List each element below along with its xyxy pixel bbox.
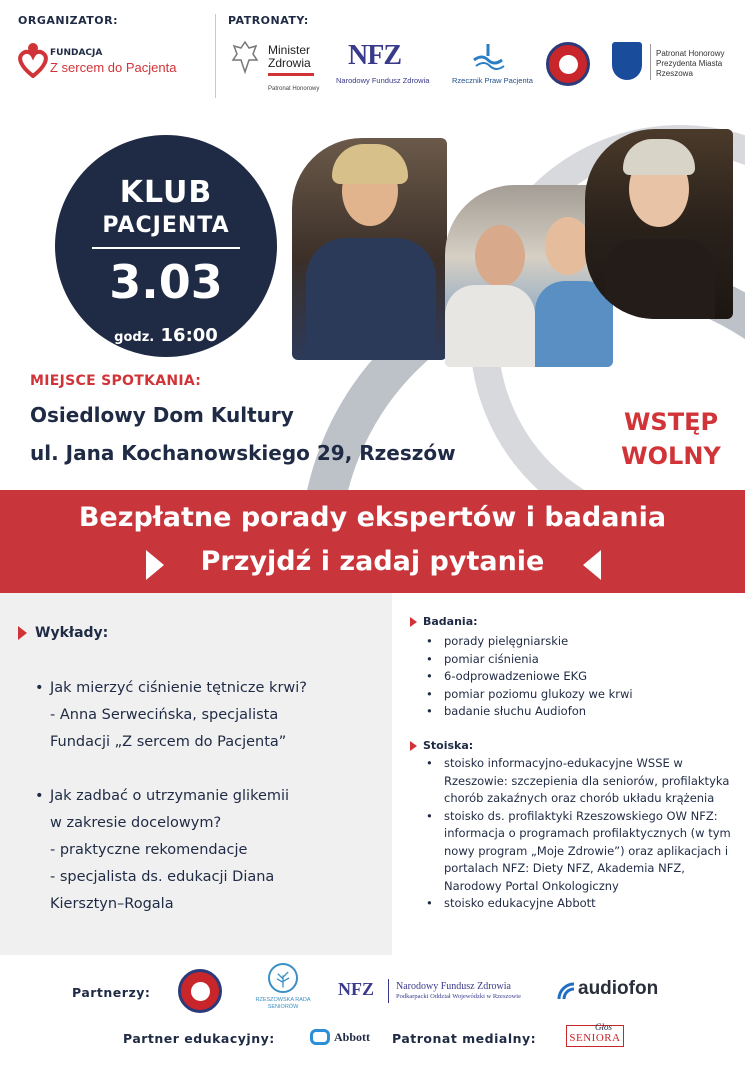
exams-heading-text: Badania: — [423, 615, 478, 628]
free-entry-line1: WSTĘP — [623, 408, 719, 436]
tree-icon — [268, 963, 298, 993]
lectures-heading — [18, 625, 108, 641]
rzecznik-wave-icon — [470, 42, 506, 72]
partners-label: Partnerzy: — [72, 985, 151, 1000]
rzeszow-shield-icon — [612, 42, 642, 80]
footer — [0, 955, 745, 1068]
media-patron-label: Patronat medialny: — [392, 1031, 537, 1046]
lecture-line: Jak zadbać o utrzymanie glikemii — [50, 788, 290, 804]
rzeszow-line1: Patronat Honorowy — [656, 49, 725, 58]
organizer-name-line1: FUNDACJA — [50, 48, 103, 58]
footer-nfz-logo: NFZ — [338, 979, 374, 999]
arrow-marker-icon — [410, 617, 417, 627]
glos-line2: SENIORA — [569, 1032, 621, 1044]
exams-heading — [410, 615, 478, 628]
arrow-marker-icon — [18, 626, 27, 640]
location-label: MIEJSCE SPOTKANIA: — [30, 373, 202, 389]
lecture-item — [35, 783, 385, 918]
free-entry — [606, 405, 736, 473]
partner-seal-icon — [178, 969, 222, 1013]
exam-item: • badanie słuchu Audiofon — [426, 703, 736, 721]
edu-partner-label: Partner edukacyjny: — [123, 1031, 275, 1046]
badge-divider — [92, 247, 240, 249]
speaker-photo — [292, 138, 447, 360]
banner-subline: Przyjdź i zadaj pytanie — [200, 546, 545, 577]
rzeszow-line3: Rzeszowa — [656, 69, 693, 78]
abbott-logo: Abbott — [334, 1030, 371, 1044]
exam-item: • 6-odprowadzeniowe EKG — [426, 668, 736, 686]
lecture-line: Kiersztyn–Rogala — [50, 896, 174, 912]
red-banner — [0, 490, 745, 593]
glos-line1: Głos — [595, 1022, 613, 1032]
program-section — [0, 593, 745, 955]
stands-list — [426, 755, 736, 913]
bullet-icon: • — [35, 788, 44, 804]
time-prefix: godz. — [114, 330, 155, 345]
lecture-line: Jak mierzyć ciśnienie tętnicze krwi? — [50, 680, 307, 696]
exam-item: • pomiar poziomu glukozy we krwi — [426, 686, 736, 704]
lecture-line: - Anna Serwecińska, specjalista — [50, 707, 279, 723]
rzeszow-line2: Prezydenta Miasta — [656, 59, 723, 68]
lecture-line: w zakresie docelowym? — [50, 815, 222, 831]
organizer-logo — [18, 40, 208, 84]
stands-heading — [410, 739, 473, 752]
rzeszow-patronage — [656, 49, 724, 79]
time-value: 16:00 — [160, 325, 218, 346]
lecture-line: Fundacji „Z sercem do Pacjenta” — [50, 734, 287, 750]
stand-item: • stoisko edukacyjne Abbott — [426, 895, 736, 913]
triangle-left-icon — [583, 550, 601, 580]
minister-line2: Zdrowia — [268, 56, 311, 70]
sound-wave-icon — [556, 981, 576, 1001]
nfz-logo: NFZ — [348, 40, 401, 71]
event-time — [55, 325, 277, 346]
glos-seniora-logo — [566, 1022, 624, 1047]
minister-logo-text — [268, 44, 311, 70]
patient-shirt — [445, 285, 535, 367]
lecture-line: - praktyczne rekomendacje — [50, 842, 248, 858]
heart-icon — [18, 42, 48, 78]
stand-item: • stoisko informacyjno-edukacyjne WSSE w Rzeszowie: szczepienia dla seniorów, profilaktyka chorób zakaźnych oraz chorób układu krążenia — [426, 755, 736, 808]
minister-sub: Patronat Honorowy — [268, 86, 320, 92]
exam-item: • pomiar ciśnienia — [426, 651, 736, 669]
patient-head — [475, 225, 525, 287]
exam-item: • porady pielęgniarskie — [426, 633, 736, 651]
bullet-icon: • — [35, 680, 44, 696]
stands-heading-text: Stoiska: — [423, 739, 474, 752]
expert-clothes — [605, 239, 715, 319]
header-divider — [215, 14, 216, 98]
expert-photo — [585, 129, 733, 319]
banner-headline: Bezpłatne porady ekspertów i badania — [78, 502, 667, 533]
patronage-label: PATRONATY: — [228, 14, 309, 27]
venue-name: Osiedlowy Dom Kultury — [30, 403, 294, 427]
free-entry-line2: WOLNY — [621, 442, 721, 470]
venue-address: ul. Jana Kochanowskiego 29, Rzeszów — [30, 441, 456, 465]
rrs-name: RZESZOWSKA RADA SENIORÓW — [255, 997, 311, 1010]
eagle-emblem-icon — [230, 38, 260, 76]
rzecznik-sub: Rzecznik Praw Pacjenta — [452, 76, 533, 85]
organizer-name-line2: Z sercem do Pacjenta — [50, 60, 177, 75]
minister-flag-bar — [268, 73, 314, 76]
lecture-item — [35, 675, 385, 756]
footer-nfz-line1: Narodowy Fundusz Zdrowia — [396, 981, 511, 992]
organizer-label: ORGANIZATOR: — [18, 14, 119, 27]
abbott-icon — [310, 1029, 330, 1045]
badge-line1: KLUB — [119, 175, 213, 210]
speaker-hair — [332, 144, 408, 184]
expert-hair — [623, 139, 695, 175]
stand-item: • stoisko ds. profilaktyki Rzeszowskiego OW NFZ: informacja o programach profilaktycznych (w tym nowy program „Moje Zdrowie”) oraz aplikacjach i portalach NFZ: Diety NFZ, Akademia NFZ, Narodowy Portal Onkologiczny — [426, 808, 736, 896]
event-date: 3.03 — [109, 255, 223, 309]
minister-line1: Minister — [268, 43, 311, 57]
patients-seal-icon — [546, 42, 590, 86]
footer-nfz-divider — [388, 979, 389, 1003]
exams-list — [426, 633, 736, 721]
badge-line2: PACJENTA — [102, 213, 230, 238]
rzeszow-divider — [650, 44, 651, 80]
hero-section — [0, 105, 745, 490]
lecture-line: - specjalista ds. edukacji Diana — [50, 869, 275, 885]
lectures-heading-text: Wykłady: — [35, 625, 109, 641]
header — [0, 0, 745, 105]
nfz-sub: Narodowy Fundusz Zdrowia — [336, 76, 430, 85]
footer-nfz-line2: Podkarpacki Oddział Wojewódzki w Rzeszowie — [396, 993, 521, 1000]
event-badge — [55, 135, 277, 357]
speaker-shirt — [306, 238, 436, 360]
arrow-marker-icon — [410, 741, 417, 751]
audiofon-logo: audiofon — [578, 978, 659, 999]
